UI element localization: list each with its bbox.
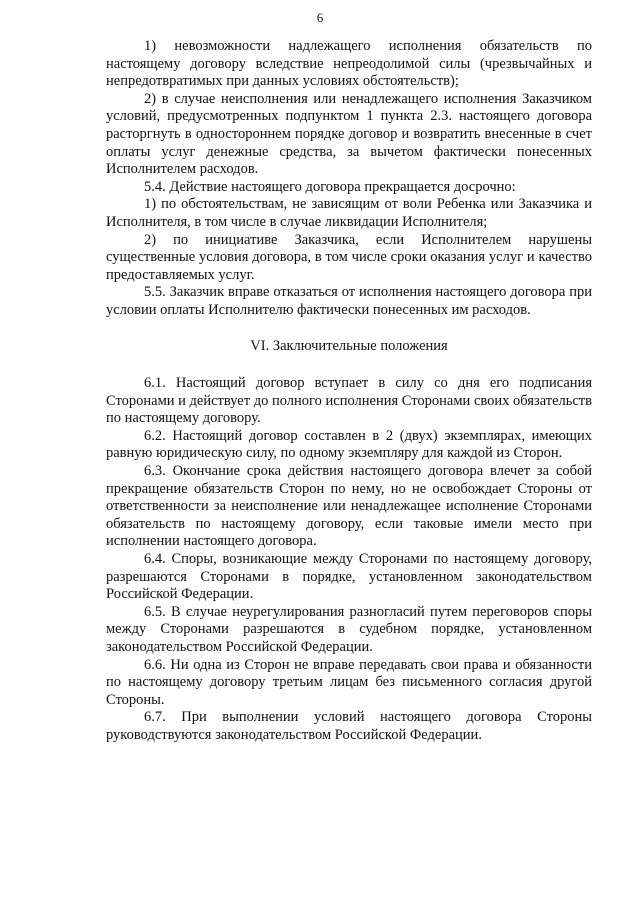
- clause-5-3-item-2: 2) в случае неисполнения или ненадлежащего исполнения Заказчиком условий, предусмотренных подпунктом 1 пункта 2.3. настоящего договора расторгнуть в одностороннем порядке договор и возвратить внесенные в счет оплаты услуг денежные средства, за вычетом фактически понесенных Исполнителем расходов.: [106, 90, 592, 178]
- clause-5-3-item-1: 1) невозможности надлежащего исполнения обязательств по настоящему договору вследствие непреодолимой силы (чрезвычайных и непредотвратимых при данных условиях обстоятельств);: [106, 38, 592, 90]
- clause-6-2: 6.2. Настоящий договор составлен в 2 (двух) экземплярах, имеющих равную юридическую силу, по одному экземпляру для каждой из Сторон.: [106, 427, 592, 462]
- page-number: 6: [316, 10, 324, 25]
- clause-6-1: 6.1. Настоящий договор вступает в силу со дня его подписания Сторонами и действует до полного исполнения Сторонами своих обязательств по настоящему договору.: [106, 375, 592, 427]
- clause-5-4-item-2: 2) по инициативе Заказчика, если Исполнителем нарушены существенные условия договора, в том числе сроки оказания услуг и качество предоставляемых услуг.: [106, 231, 592, 283]
- document-body: [106, 38, 592, 745]
- clause-5-5: 5.5. Заказчик вправе отказаться от исполнения настоящего договора при условии оплаты Исполнителю фактически понесенных им расходов.: [106, 284, 592, 318]
- clause-6-3: 6.3. Окончание срока действия настоящего договора влечет за собой прекращение обязательств Сторон по нему, но не освобождает Стороны от ответственности за неисполнение или ненадлежащее исполнение Сторонами обязательств по настоящему договору, если таковые имели место при исполнении настоящего договора.: [106, 463, 592, 550]
- clause-6-4: 6.4. Споры, возникающие между Сторонами по настоящему договору, разрешаются Сторонами в порядке, установленном законодательством Российской Федерации.: [106, 551, 592, 603]
- clause-6-5: 6.5. В случае неурегулирования разногласий путем переговоров споры между Сторонами разрешаются в судебном порядке, установленном законодательством Российской Федерации.: [106, 603, 592, 655]
- clause-5-4: 5.4. Действие настоящего договора прекращается досрочно:: [144, 178, 516, 195]
- clause-5-4-item-1: 1) по обстоятельствам, не зависящим от воли Ребенка или Заказчика и Исполнителя, в том числе в случае ликвидации Исполнителя;: [106, 196, 592, 230]
- clause-6-7: 6.7. При выполнении условий настоящего договора Стороны руководствуются законодательством Российской Федерации.: [106, 709, 592, 743]
- clause-6-6: 6.6. Ни одна из Сторон не вправе передавать свои права и обязанности по настоящему договору третьим лицам без письменного согласия другой Стороны.: [106, 656, 592, 708]
- section-heading: VI. Заключительные положения: [250, 337, 448, 354]
